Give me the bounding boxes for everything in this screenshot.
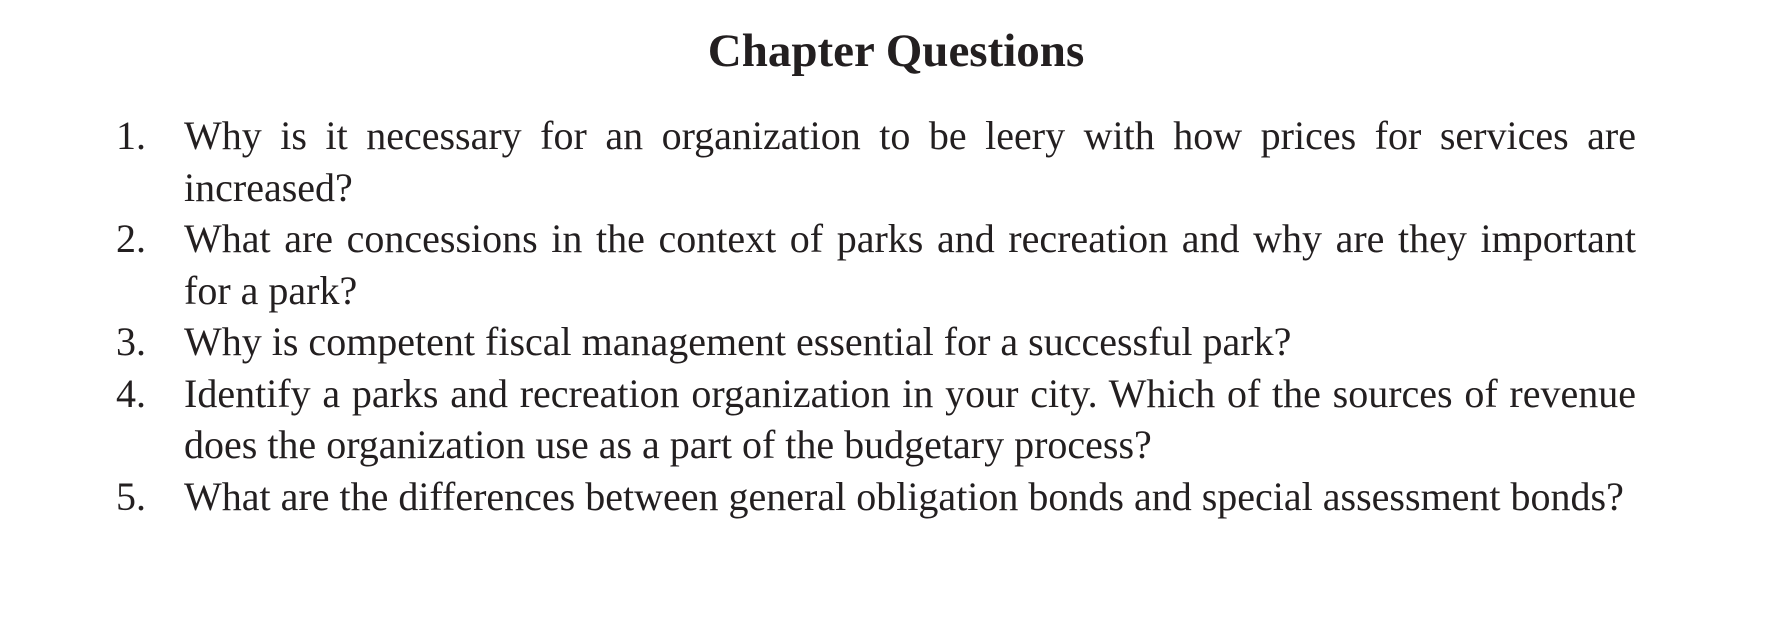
question-text: Identify a parks and recreation organization in your city. Which of the sources of revenue does the organization use as a part of the budgetary process?: [184, 370, 1636, 467]
question-item-1: [116, 110, 1636, 213]
question-number: 1.: [116, 113, 146, 158]
question-number: 4.: [116, 370, 146, 416]
question-list: [116, 110, 1636, 522]
page-title: Chapter Questions: [707, 25, 1085, 77]
question-text: What are concessions in the context of parks and recreation and why are they important for a park?: [184, 216, 1636, 313]
question-number: 3.: [116, 319, 146, 364]
question-item-5: [116, 471, 1636, 523]
question-number: 2.: [116, 216, 146, 261]
question-text: Why is competent fiscal management essential for a successful park?: [184, 319, 1292, 364]
question-item-3: [116, 316, 1636, 368]
question-item-4: [116, 368, 1636, 471]
question-number: 5.: [116, 473, 146, 519]
question-text: Why is it necessary for an organization to be leery with how prices for services are increased?: [184, 113, 1636, 210]
question-item-2: [116, 213, 1636, 316]
question-text: What are the differences between general obligation bonds and special assessment bonds?: [184, 473, 1624, 519]
